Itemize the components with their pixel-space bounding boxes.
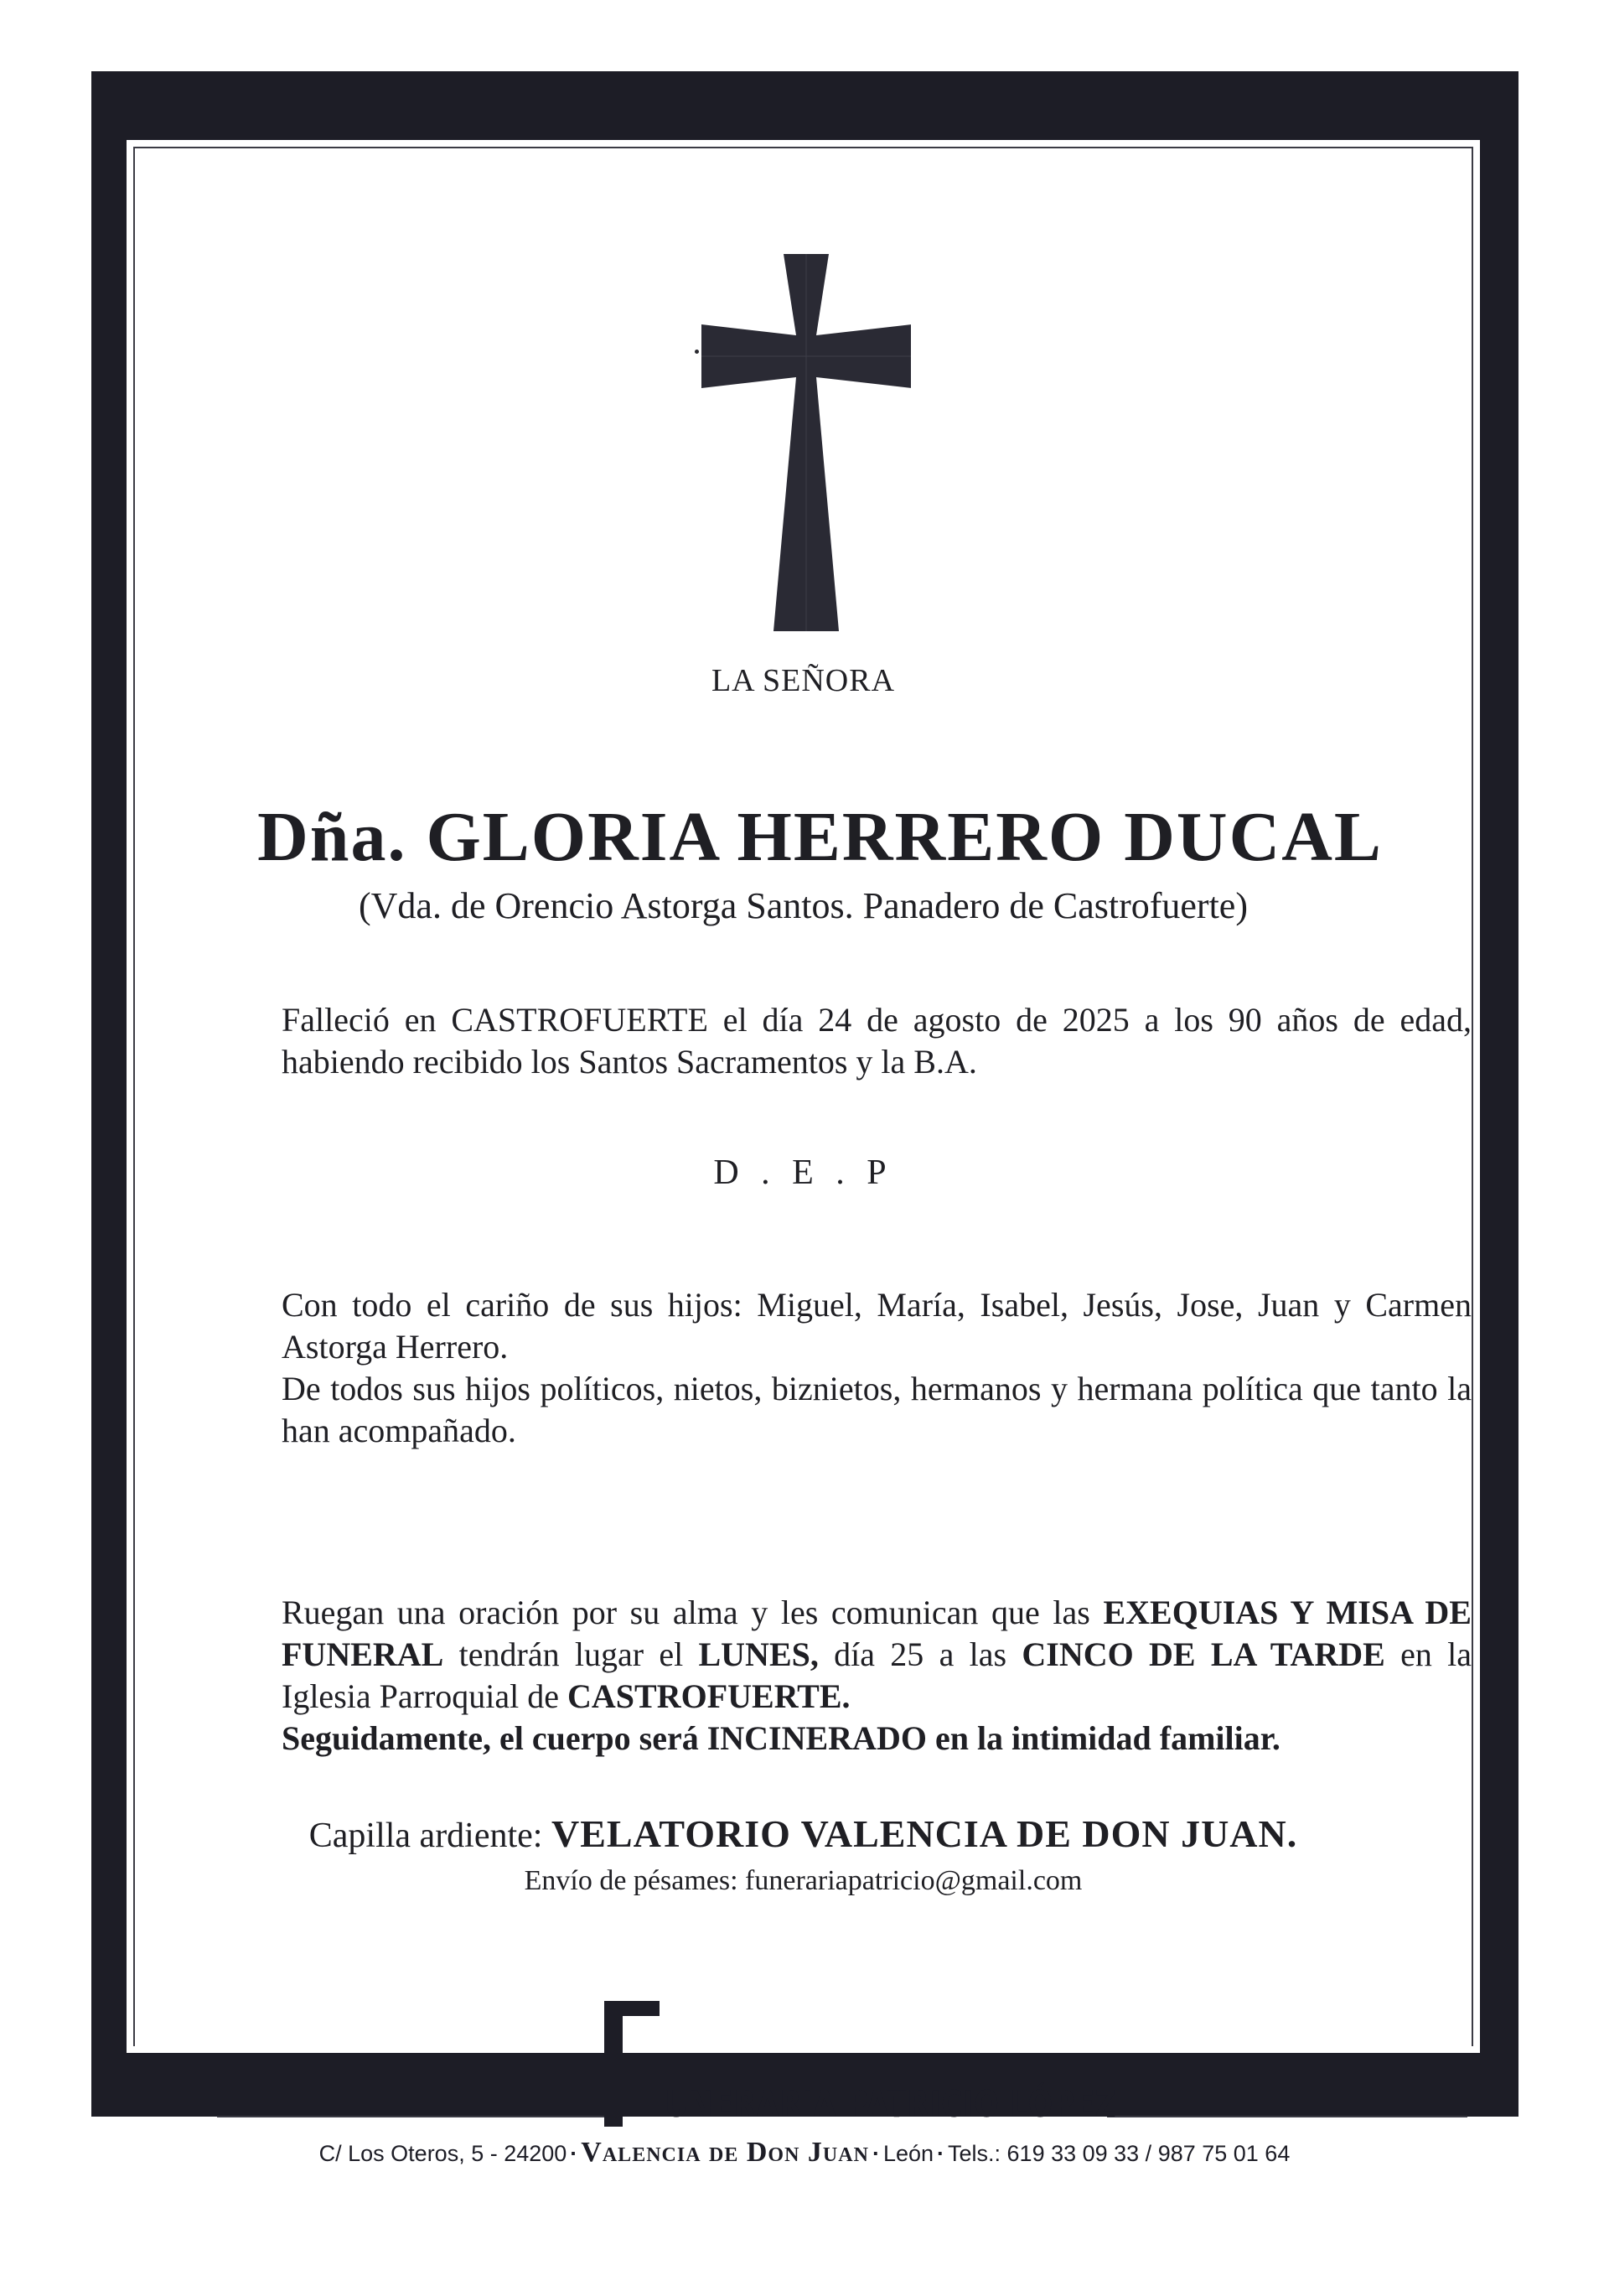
- footer-phones: Tels.: 619 33 09 33 / 987 75 01 64: [948, 2141, 1291, 2166]
- funeral-home-logo: [604, 2001, 1117, 2127]
- chapel-line: [127, 1811, 1480, 1856]
- logo-rule-right: [1107, 2116, 1467, 2117]
- funeral-service: EXEQUIAS Y MISA DE FUNERAL: [282, 1594, 1472, 1673]
- scan-speck: [695, 350, 699, 354]
- logo-letter-f: [604, 2001, 660, 2127]
- logo-text: UNERARIA PATRICIO LÓPEZ: [665, 2083, 1117, 2126]
- deceased-name: Dña. GLORIA HERRERO DUCAL: [257, 798, 1383, 876]
- footer-region: León: [882, 2141, 934, 2166]
- logo-rule-left: [217, 2116, 613, 2117]
- children-paragraph: Con todo el cariño de sus hijos: Miguel, María, Isabel, Jesús, Jose, Juan y Carmen Astorga Herrero.: [282, 1286, 1472, 1366]
- funeral-day: LUNES,: [698, 1635, 819, 1673]
- mourning-frame: [91, 71, 1518, 2126]
- condolence-email: Envío de pésames: funerariapatricio@gmail.com: [524, 1865, 1083, 1896]
- funeral-time: CINCO DE LA TARDE: [1022, 1635, 1385, 1673]
- funeral-mid2: día 25 a las: [818, 1635, 1022, 1673]
- chapel-label: Capilla ardiente:: [308, 1817, 551, 1855]
- footer-town: Valencia de Don Juan: [581, 2137, 869, 2168]
- funeral-mid1: tendrán lugar el: [443, 1635, 699, 1673]
- chapel-place: VELATORIO VALENCIA DE DON JUAN.: [551, 1812, 1298, 1855]
- footer-street: C/ Los Oteros, 5 - 24200: [318, 2141, 567, 2166]
- funeral-paragraph: [282, 1592, 1472, 1760]
- relatives-paragraph: De todos sus hijos políticos, nietos, biznietos, hermanos y hermana política que tanto la han acompañado.: [282, 1370, 1472, 1449]
- title-label: LA SEÑORA: [711, 663, 896, 698]
- widow-note: (Vda. de Orencio Astorga Santos. Panadero de Castrofuerte): [359, 885, 1248, 926]
- footer-address: C/ Los Oteros, 5 - 24200 · Valencia de Don Juan · León · Tels.: 619 33 09 33 / 987 75 01 64: [318, 2137, 1291, 2168]
- cross-icon: [701, 254, 911, 631]
- notice-panel: [127, 140, 1480, 2126]
- funeral-mid3: en la Iglesia Parroquial de: [282, 1635, 1472, 1715]
- death-notice: Falleció en CASTROFUERTE el día 24 de agosto de 2025 a los 90 años de edad, habiendo recibido los Santos Sacramentos y la B.A.: [282, 1001, 1472, 1081]
- funeral-intro: Ruegan una oración por su alma y les comunican que las: [282, 1594, 1104, 1631]
- dep-label: D . E . P: [713, 1153, 893, 1192]
- cremation-note: Seguidamente, el cuerpo será INCINERADO en la intimidad familiar.: [282, 1719, 1280, 1757]
- funeral-town: CASTROFUERTE.: [567, 1677, 851, 1715]
